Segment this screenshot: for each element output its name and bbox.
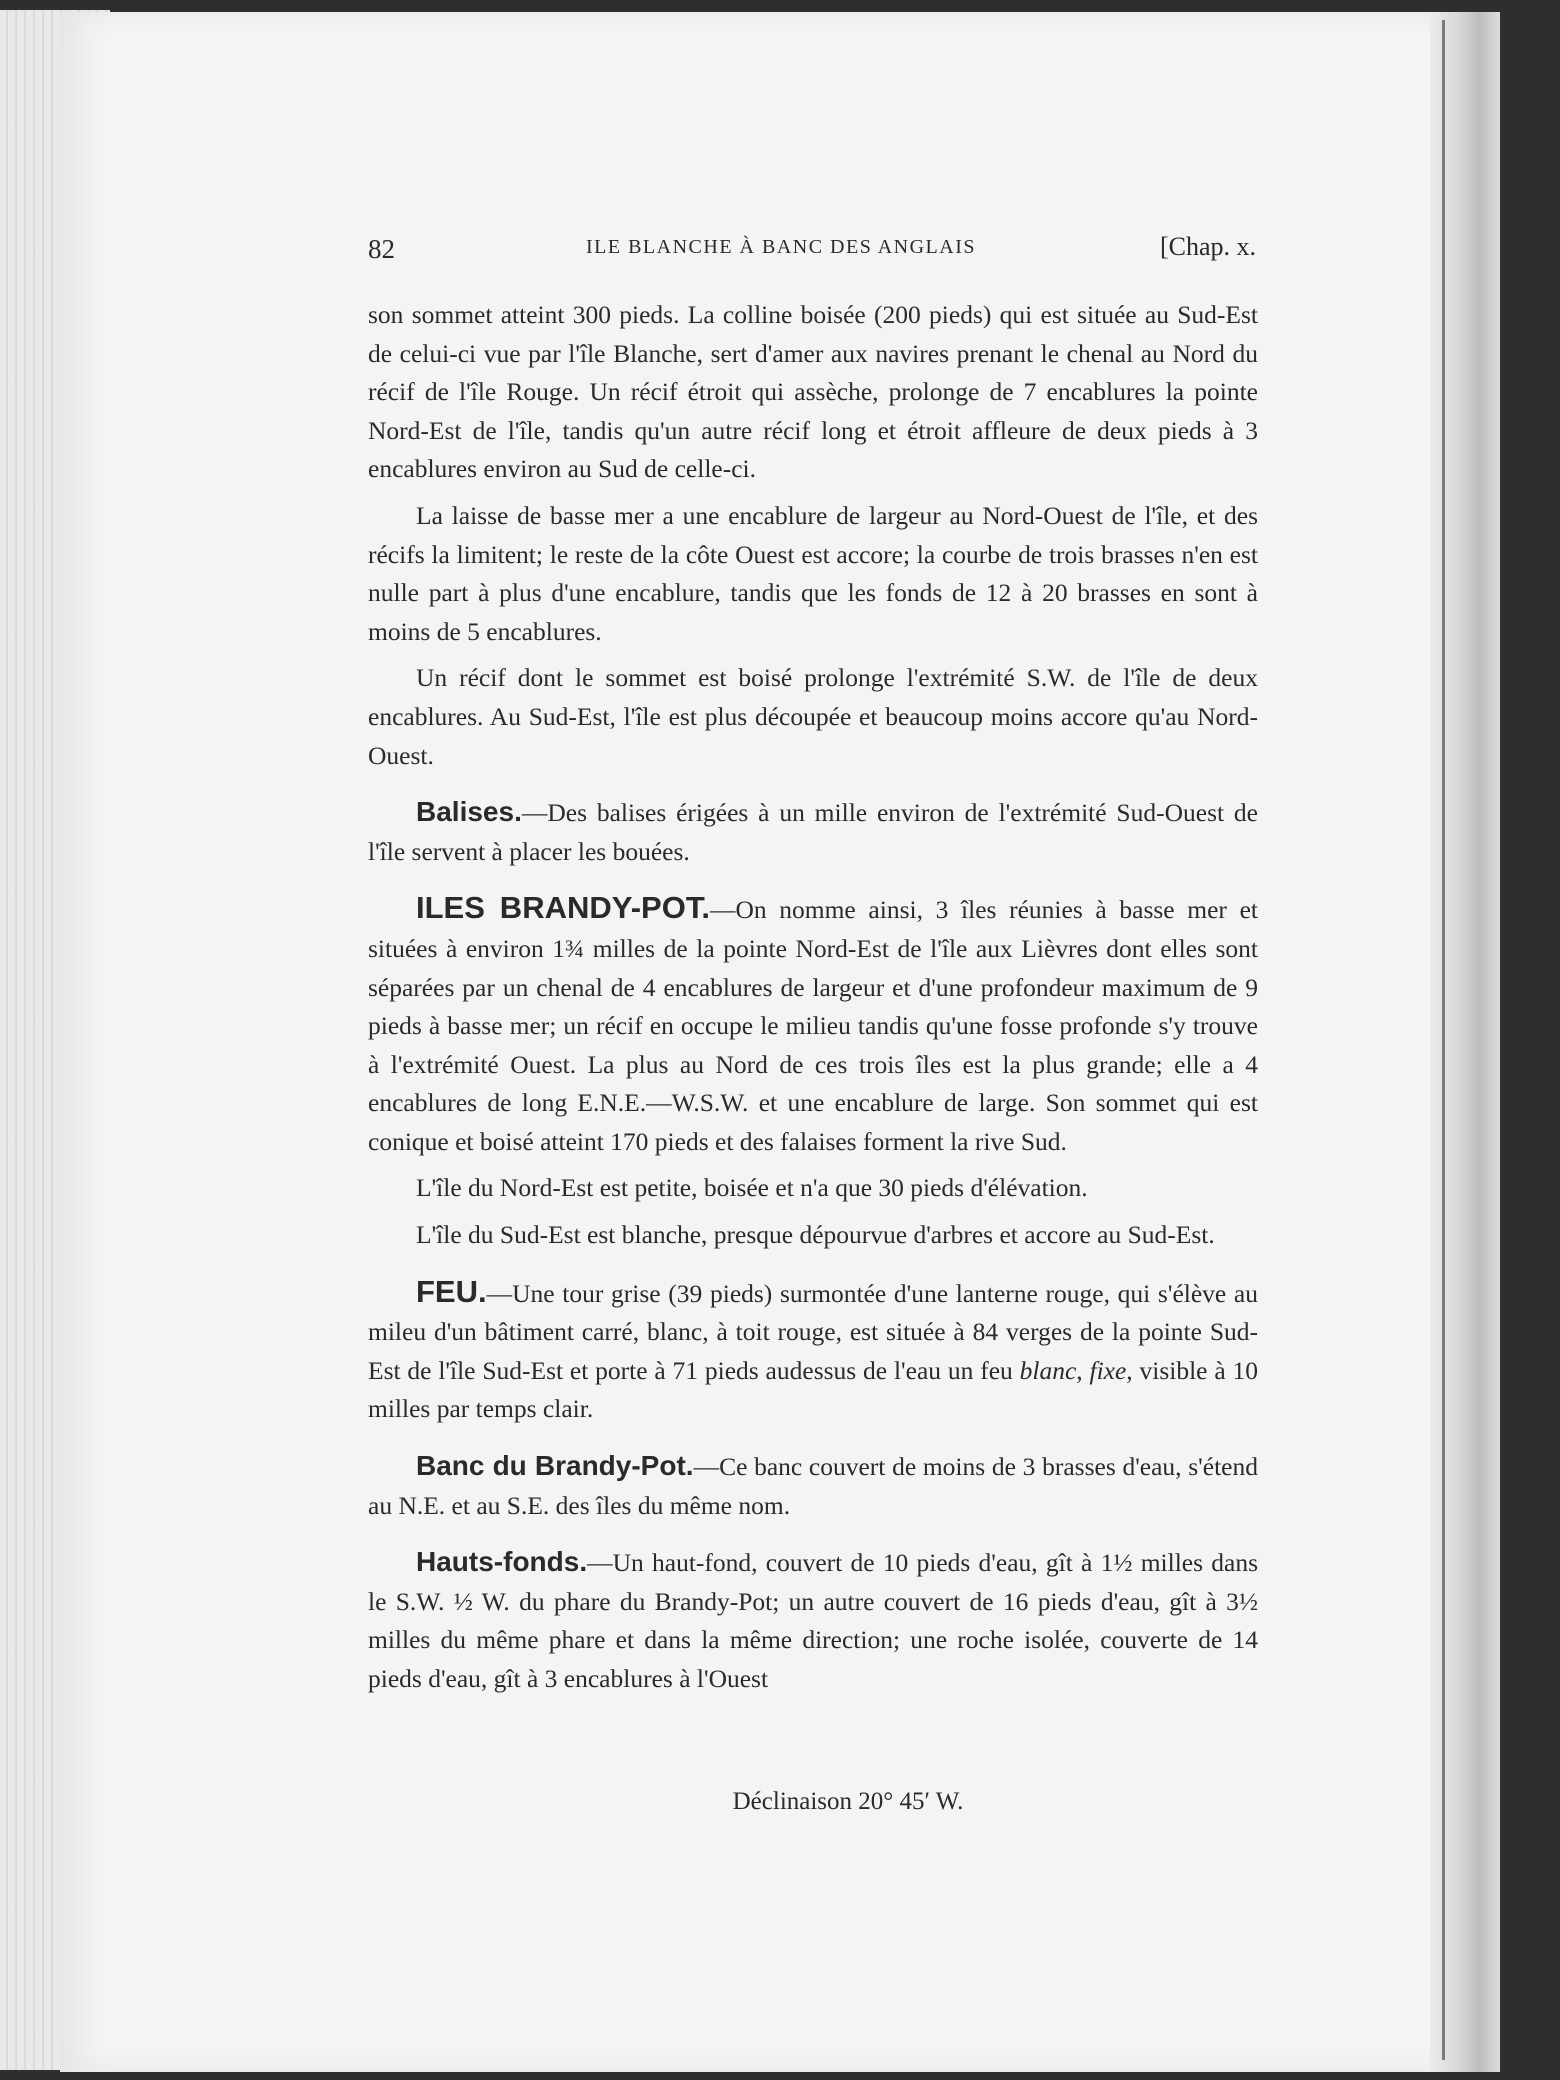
text-feu-fixe: fixe (1089, 1355, 1127, 1385)
section-hauts-fonds (368, 1543, 1258, 1698)
chapter-label: [Chap. x. (1159, 232, 1256, 261)
section-banc-brandy-pot (368, 1447, 1258, 1525)
book-binding-edge (1430, 12, 1500, 2072)
heading-balises: Balises. (416, 796, 522, 828)
heading-banc-brandy-pot: Banc du Brandy-Pot. (416, 1450, 694, 1482)
paragraph-recif: Un récif dont le sommet est boisé prolonge l'extrémité S.W. de l'île de deux encablures. Au Sud-Est, l'île est plus découpée et beaucoup moins accore qu'au Nord-Ouest. (368, 663, 1258, 770)
text-hauts-fonds: —Un haut-fond, couvert de 10 pieds d'eau, gît à 1½ milles dans le S.W. ½ W. du phare du Brandy-Pot; un autre couvert de 16 pieds d'eau, gît à 3½ milles du même phare et dans la même direction; une roche isolée, couverte de 14 pieds d'eau, gît à 3 encablures à l'Ouest (368, 1548, 1258, 1693)
page-header (368, 232, 1256, 272)
page-number: 82 (368, 234, 395, 264)
text-feu-1: —Une tour grise (39 pieds) surmontée d'une lanterne rouge, qui s'élève au mileu d'un bâtiment carré, blanc, à toit rouge, est située à 84 verges de la pointe Sud-Est de l'île Sud-Est et porte à 71 pieds audessus de l'eau un feu (368, 1278, 1258, 1385)
binding-line (1442, 20, 1445, 2060)
heading-feu: FEU. (416, 1273, 487, 1309)
paragraph-ile-sud-est: L'île du Sud-Est est blanche, presque dépourvue d'arbres et accore au Sud-Est. (416, 1220, 1215, 1250)
text-feu-blanc: blanc (1019, 1355, 1077, 1385)
heading-iles-brandy-pot: ILES BRANDY-POT. (416, 890, 710, 926)
section-iles-brandy-pot (368, 889, 1258, 1161)
running-title: ILE BLANCHE À BANC DES ANGLAIS (586, 236, 976, 258)
declination-footer: Déclinaison 20° 45′ W. (732, 1788, 964, 1815)
paragraph-laisse: La laisse de basse mer a une encablure de largeur au Nord-Ouest de l'île, et des récifs la limitent; le reste de la côte Ouest est accore; la courbe de trois brasses n'en est nulle part à plus d'une encablure, tandis que les fonds de 12 à 20 brasses en sont à moins de 5 encablures. (368, 500, 1258, 646)
paragraph-sommet: son sommet atteint 300 pieds. La colline boisée (200 pieds) qui est située au Sud-Est de celui-ci vue par l'île Blanche, sert d'amer aux navires prenant le chenal au Nord du récif de l'île Rouge. Un récif étroit qui assèche, prolonge de 7 encablures la pointe Nord-Est de l'île, tandis qu'un autre récif long et étroit affleure de deux pieds à 3 encablures environ au Sud de celle-ci. (368, 300, 1258, 484)
section-feu (368, 1273, 1258, 1429)
paragraph-ile-nord-est: L'île du Nord-Est est petite, boisée et n'a que 30 pieds d'élévation. (416, 1173, 1088, 1203)
section-balises (368, 793, 1258, 871)
body-text (368, 296, 1258, 1707)
text-balises: —Des balises érigées à un mille environ de l'extrémité Sud-Ouest de l'île servent à placer les bouées. (368, 798, 1258, 866)
text-feu-2: , visible à 10 milles par temps clair. (368, 1355, 1258, 1424)
text-feu-separator: , (1076, 1355, 1090, 1385)
text-banc-brandy-pot: —Ce banc couvert de moins de 3 brasses d'eau, s'étend au N.E. et au S.E. des îles du même nom. (368, 1452, 1258, 1520)
heading-hauts-fonds: Hauts-fonds. (416, 1546, 588, 1578)
text-iles-brandy-pot: —On nomme ainsi, 3 îles réunies à basse mer et situées à environ 1¾ milles de la pointe Nord-Est de l'île aux Lièvres dont elles sont séparées par un chenal de 4 encablures de largeur et d'une profondeur maximum de 9 pieds à basse mer; un récif en occupe le milieu tandis qu'une fosse profonde s'y trouve à l'extrémité Ouest. La plus au Nord de ces trois îles est la plus grande; elle a 4 encablures de long E.N.E.—W.S.W. et une encablure de large. Son sommet qui est conique et boisé atteint 170 pieds et des falaises forment la rive Sud. (368, 895, 1258, 1156)
